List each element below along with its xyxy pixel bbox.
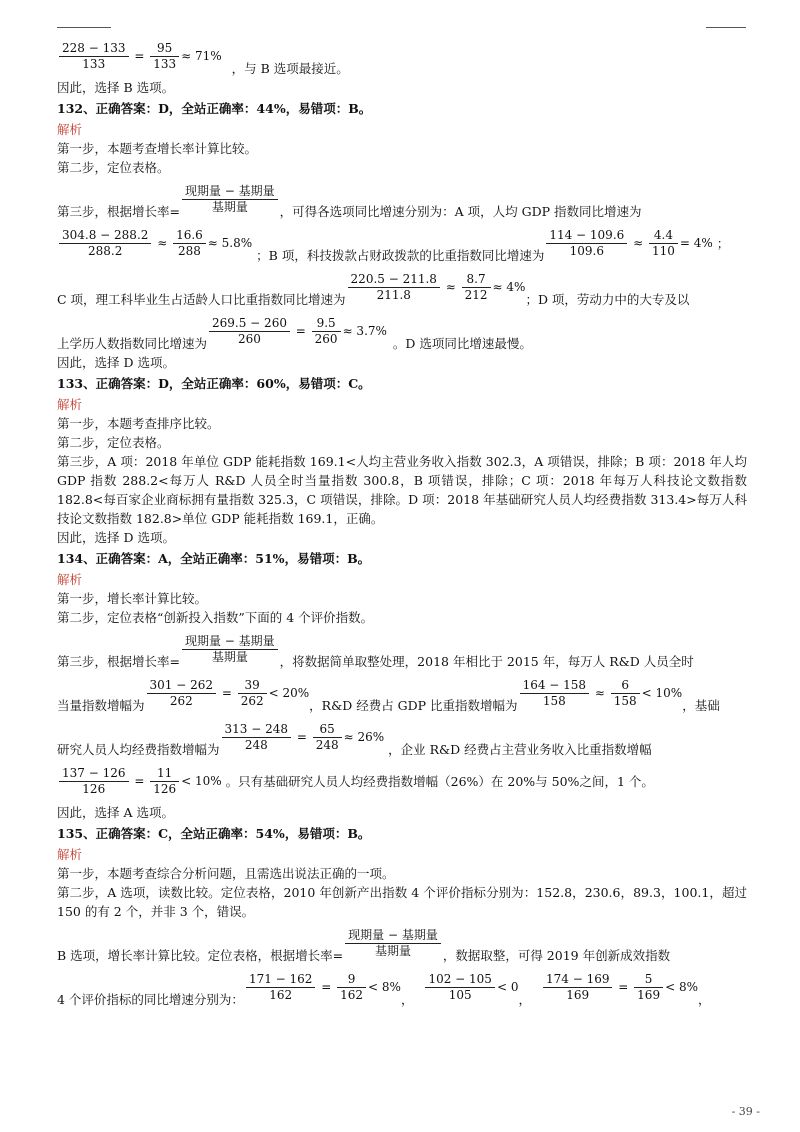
q131-fraction-2: $\frac{95}{133}$ — [150, 41, 179, 72]
q132-a-frac2: $\frac{16.6}{288}$ — [173, 228, 206, 259]
q132-c-frac2: $\frac{8.7}{212}$ — [462, 272, 491, 303]
q134-d-line: $\frac{137 - 126}{126}$ = $\frac{11}{126}$ < 10% 。只有基础研究人员人均经费指数增幅（26%）在 20%与 50%之间，1 个。 — [57, 759, 747, 803]
q132-b-frac2: $\frac{4.4}{110}$ — [649, 228, 678, 259]
q131-conclusion: 因此，选择 B 选项。 — [57, 80, 175, 95]
q132-growth-formula: $\frac{\text{现期量 − 基期量}}{\text{基期量}}$ — [182, 184, 278, 215]
q132-title: 132、正确答案：D，全站正确率：44%，易错项：B。 — [57, 101, 372, 116]
q134-a-frac1: $\frac{301 - 262}{262}$ — [147, 678, 217, 709]
q135-step1: 第一步，本题考查综合分析问题，且需选出说法正确的一项。 — [57, 866, 395, 881]
q134-c-frac1: $\frac{313 - 248}{248}$ — [222, 722, 292, 753]
q132-step3-line: 第三步，根据增长率= $\frac{\text{现期量 − 基期量}}{\text{基期量}}$ ，可得各选项同比增速分别为：A 项，人均 GDP 指数同比增速为 — [57, 183, 642, 219]
q132-b-frac1: $\frac{114 - 109.6}{109.6}$ — [546, 228, 627, 259]
q135-c-frac2: $\frac{5}{169}$ — [634, 972, 663, 1003]
q134-ab-line: 当量指数增幅为 $\frac{301 - 262}{262}$ = $\frac{39}{262}$ < 20% ，R&D 经费占 GDP 比重指数增幅为 $\frac{164 - 158}{158}$ ≈ $\frac{6}{158}$ < 10% ，基础 — [57, 677, 720, 713]
q134-analysis-label: 解析 — [57, 572, 83, 587]
header-rule-left — [57, 27, 111, 28]
q135-a-frac2: $\frac{9}{162}$ — [337, 972, 366, 1003]
q135-b-frac1: $\frac{102 - 105}{105}$ — [425, 972, 495, 1003]
q131-fraction-1: $\frac{228 - 133}{133}$ — [59, 41, 129, 72]
q132-ab-line: $\frac{304.8 - 288.2}{288.2}$ ≈ $\frac{16.6}{288}$ ≈ 5.8% ；B 项，科技拨款占财政拨款的比重指数同比增速为 $\frac{114 - 109.6}{109.6}$ ≈ $\frac{4.4}{110}$ = 4% ； — [57, 221, 747, 265]
q134-step2: 第二步，定位表格“创新投入指数”下面的 4 个评价指数。 — [57, 610, 374, 625]
q134-a-frac2: $\frac{39}{262}$ — [238, 678, 267, 709]
q132-step1: 第一步，本题考查增长率计算比较。 — [57, 141, 258, 156]
q132-d-frac1: $\frac{269.5 - 260}{260}$ — [209, 316, 290, 347]
q133-step2: 第二步，定位表格。 — [57, 435, 170, 450]
q133-title: 133、正确答案：D，全站正确率：60%，易错项：C。 — [57, 376, 371, 391]
q134-step3-line: 第三步，根据增长率= $\frac{\text{现期量 − 基期量}}{\text{基期量}}$ ，将数据简单取整处理，2018 年相比于 2015 年，每万人 R&D 人员全时 — [57, 633, 694, 669]
q132-step2: 第二步，定位表格。 — [57, 160, 170, 175]
q132-cd-line: C 项，理工科毕业生占适龄人口比重指数同比增速为 $\frac{220.5 - 211.8}{211.8}$ ≈ $\frac{8.7}{212}$ ≈ 4% ；D 项，劳动力中的大专及以 — [57, 271, 690, 307]
q132-analysis-label: 解析 — [57, 122, 83, 137]
q134-c-frac2: $\frac{65}{248}$ — [313, 722, 342, 753]
q135-title: 135、正确答案：C，全站正确率：54%，易错项：B。 — [57, 826, 371, 841]
q133-analysis-label: 解析 — [57, 397, 83, 412]
q133-step1: 第一步，本题考查排序比较。 — [57, 416, 220, 431]
q135-rates-line: 4 个评价指标的同比增速分别为： $\frac{171 - 162}{162}$ = $\frac{9}{162}$ < 8% ， $\frac{102 - 105}{105}$ < 0 ， $\frac{174 - 169}{169}$ = $\frac{5}{169}$ < 8% ， — [57, 971, 711, 1007]
q134-step1: 第一步，增长率计算比较。 — [57, 591, 208, 606]
q134-d-frac2: $\frac{11}{126}$ — [150, 766, 179, 797]
q134-d-frac1: $\frac{137 - 126}{126}$ — [59, 766, 129, 797]
q133-conclusion: 因此，选择 D 选项。 — [57, 530, 175, 545]
q131-text: ，与 B 选项最接近。 — [231, 61, 349, 76]
q132-conclusion: 因此，选择 D 选项。 — [57, 355, 175, 370]
q132-d-frac2: $\frac{9.5}{260}$ — [312, 316, 341, 347]
document-page — [57, 34, 747, 1009]
q134-title: 134、正确答案：A，全站正确率：51%，易错项：B。 — [57, 551, 371, 566]
q135-step2: 第二步，A 选项，读数比较。定位表格，2010 年创新产出指数 4 个评价指标分别为：152.8，230.6，89.3，100.1，超过 150 的有 2 个，并非 3 个，错误。 — [57, 885, 747, 919]
q135-a-frac1: $\frac{171 - 162}{162}$ — [246, 972, 316, 1003]
q134-growth-formula: $\frac{\text{现期量 − 基期量}}{\text{基期量}}$ — [182, 634, 278, 665]
q134-c-line: 研究人员人均经费指数增幅为 $\frac{313 - 248}{248}$ = $\frac{65}{248}$ ≈ 26% ，企业 R&D 经费占主营业务收入比重指数增幅 — [57, 721, 652, 757]
q132-c-frac1: $\frac{220.5 - 211.8}{211.8}$ — [348, 272, 440, 303]
q135-growth-formula: $\frac{\text{现期量 − 基期量}}{\text{基期量}}$ — [345, 928, 441, 959]
q133-step3: 第三步，A 项：2018 年单位 GDP 能耗指数 169.1<人均主营业务收入指数 302.3，A 项错误，排除；B 项：2018 年人均 GDP 指数 288.2<每万人 R&D 人员全时当量指数 300.8，B 项错误，排除；C 项：2018 年每万人科技论文数指数 182.8<每百家企业商标拥有量指数 325.3，C 项错误，排除。D 项：2018 年基础研究人员人均经费指数 313.4>每万人科技论文数指数 182.8>单位 GDP 能耗指数 169.1，正确。 — [57, 454, 747, 526]
q131-formula-line: $\frac{228 - 133}{133}$ = $\frac{95}{133}$ ≈ 71% ，与 B 选项最接近。 — [57, 34, 747, 78]
page-number: - 39 - — [731, 1105, 760, 1118]
q135-c-frac1: $\frac{174 - 169}{169}$ — [543, 972, 613, 1003]
q132-d-line: 上学历人数指数同比增速为 $\frac{269.5 - 260}{260}$ = $\frac{9.5}{260}$ ≈ 3.7% 。D 选项同比增速最慢。 — [57, 315, 532, 351]
q132-a-frac1: $\frac{304.8 - 288.2}{288.2}$ — [59, 228, 151, 259]
q134-b-frac2: $\frac{6}{158}$ — [611, 678, 640, 709]
q135-analysis-label: 解析 — [57, 847, 83, 862]
q134-b-frac1: $\frac{164 - 158}{158}$ — [520, 678, 590, 709]
q134-conclusion: 因此，选择 A 选项。 — [57, 805, 174, 820]
q135-b-line: B 选项，增长率计算比较。定位表格，根据增长率= $\frac{\text{现期量 − 基期量}}{\text{基期量}}$ ，数据取整，可得 2019 年创新成效指数 — [57, 927, 671, 963]
header-rule-right — [706, 27, 746, 28]
